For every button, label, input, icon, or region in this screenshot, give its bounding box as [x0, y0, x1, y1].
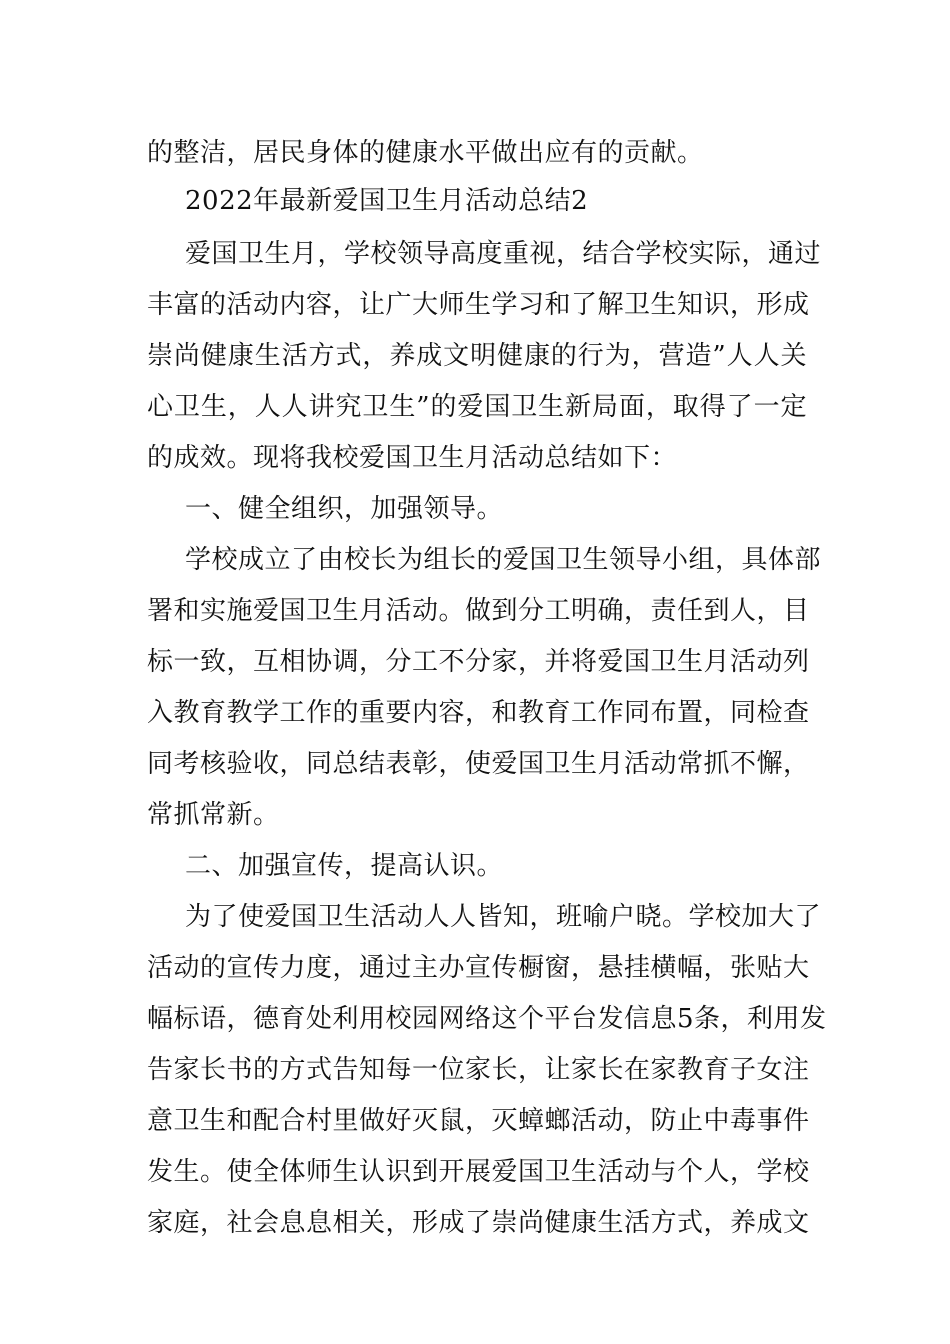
heading: 二、加强宣传，提高认识。: [185, 851, 504, 881]
text-line: 心卫生，人人讲究卫生”的爱国卫生新局面，取得了一定: [147, 392, 807, 422]
text-line: 发生。使全体师生认识到开展爱国卫生活动与个人，学校: [147, 1157, 810, 1187]
text-line: 署和实施爱国卫生月活动。做到分工明确，责任到人，目: [147, 596, 810, 626]
text-line: 入教育教学工作的重要内容，和教育工作同布置，同检查: [147, 698, 810, 728]
text-line: 家庭，社会息息相关，形成了崇尚健康生活方式，养成文: [147, 1208, 810, 1238]
text-line: 标一致，互相协调，分工不分家，并将爱国卫生月活动列: [147, 647, 810, 677]
text-line: 为了使爱国卫生活动人人皆知，班喻户晓。学校加大了: [185, 902, 822, 932]
text-line: 丰富的活动内容，让广大师生学习和了解卫生知识，形成: [147, 290, 810, 320]
text-line: 活动的宣传力度，通过主办宣传橱窗，悬挂横幅，张贴大: [147, 953, 810, 983]
text-line: 告家长书的方式告知每一位家长，让家长在家教育子女注: [147, 1055, 810, 1085]
text-line: 意卫生和配合村里做好灭鼠，灭蟑螂活动，防止中毒事件: [147, 1106, 810, 1136]
text-line: 的成效。现将我校爱国卫生月活动总结如下：: [147, 443, 678, 473]
text-line: 常抓常新。: [147, 800, 280, 830]
heading: 一、健全组织，加强领导。: [185, 494, 504, 524]
text-line: 崇尚健康生活方式，养成文明健康的行为，营造”人人关: [147, 341, 807, 371]
section-title: 2022年最新爱国卫生月活动总结2: [185, 186, 589, 216]
text-line: 爱国卫生月，学校领导高度重视，结合学校实际，通过: [185, 239, 822, 269]
text-line: 同考核验收，同总结表彰，使爱国卫生月活动常抓不懈，: [147, 749, 810, 779]
text-line: 的整洁，居民身体的健康水平做出应有的贡献。: [147, 138, 704, 168]
text-line: 幅标语，德育处利用校园网络这个平台发信息5条，利用发: [147, 1004, 827, 1034]
text-line: 学校成立了由校长为组长的爱国卫生领导小组，具体部: [185, 545, 822, 575]
